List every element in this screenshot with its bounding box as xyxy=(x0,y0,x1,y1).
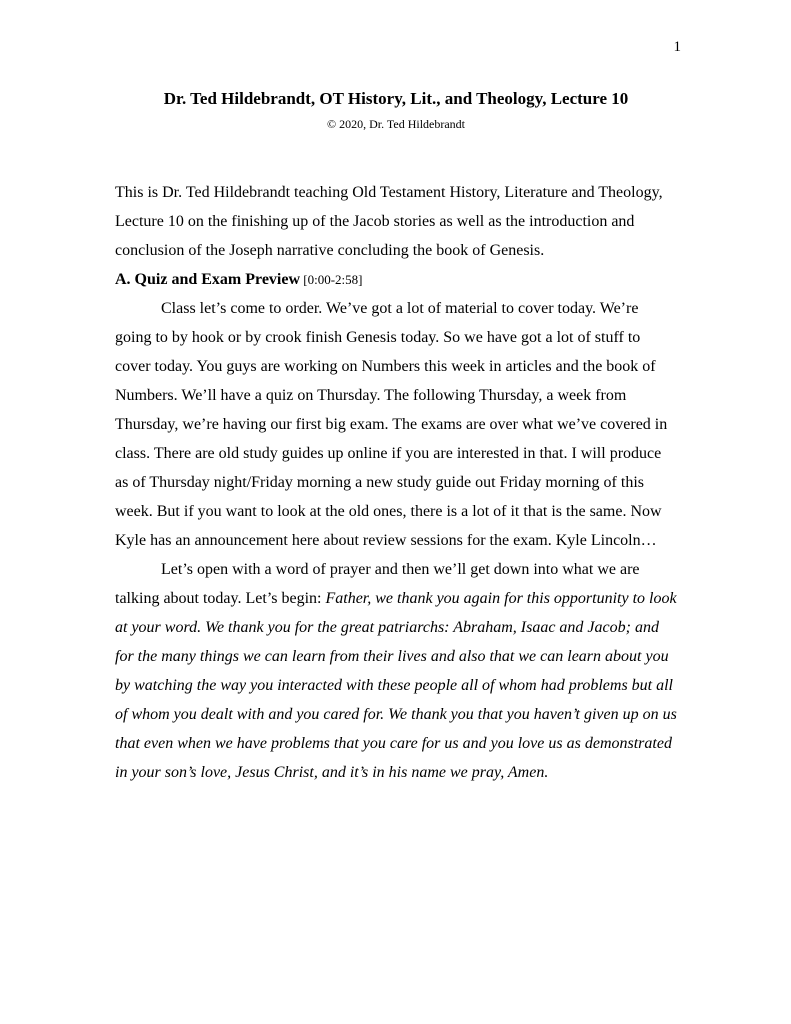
document-title: Dr. Ted Hildebrandt, OT History, Lit., and Theology, Lecture 10 xyxy=(163,89,629,108)
prayer-text: Father, we thank you again for this opportunity to look at your word. We thank you for the great patriarchs: Abraham, Isaac and Jacob; and for the many things we can learn from their lives and also that we can learn about you by watching the way you interacted with these people all of whom had problems but all of whom you dealt with and you cared for. We thank you that you haven’t given up on us that even when we have problems that you care for us and you love us as demonstrated in your son’s love, Jesus Christ, and it’s in his name we pray, Amen. xyxy=(115,589,677,781)
section-timestamp: [0:00-2:58] xyxy=(300,271,363,287)
prayer-lead-in: Let’s open with a word of prayer and then we’ll get down into what we are talking about today. Let’s begin: xyxy=(115,560,640,607)
section-heading xyxy=(115,265,677,294)
prayer-paragraph xyxy=(115,555,677,787)
body-text xyxy=(115,178,677,787)
page-number: 1 xyxy=(673,39,681,55)
copyright-line: © 2020, Dr. Ted Hildebrandt xyxy=(326,117,466,132)
section-heading-label: A. Quiz and Exam Preview xyxy=(115,270,301,288)
intro-paragraph: This is Dr. Ted Hildebrandt teaching Old Testament History, Literature and Theology, Lecture 10 on the finishing up of the Jacob stories as well as the introduction and conclusion of the Joseph narrative concluding the book of Genesis. xyxy=(115,183,663,259)
page-content xyxy=(115,88,677,787)
quiz-exam-paragraph: Class let’s come to order. We’ve got a lot of material to cover today. We’re going to by hook or by crook finish Genesis today. So we have got a lot of stuff to cover today. You guys are working on Numbers this week in articles and the book of Numbers. We’ll have a quiz on Thursday. The following Thursday, a week from Thursday, we’re having our first big exam. The exams are over what we’ve covered in class. There are old study guides up online if you are interested in that. I will produce as of Thursday night/Friday morning a new study guide out Friday morning of this week. But if you want to look at the old ones, there is a lot of it that is the same. Now Kyle has an announcement here about review sessions for the exam. Kyle Lincoln… xyxy=(115,299,668,549)
